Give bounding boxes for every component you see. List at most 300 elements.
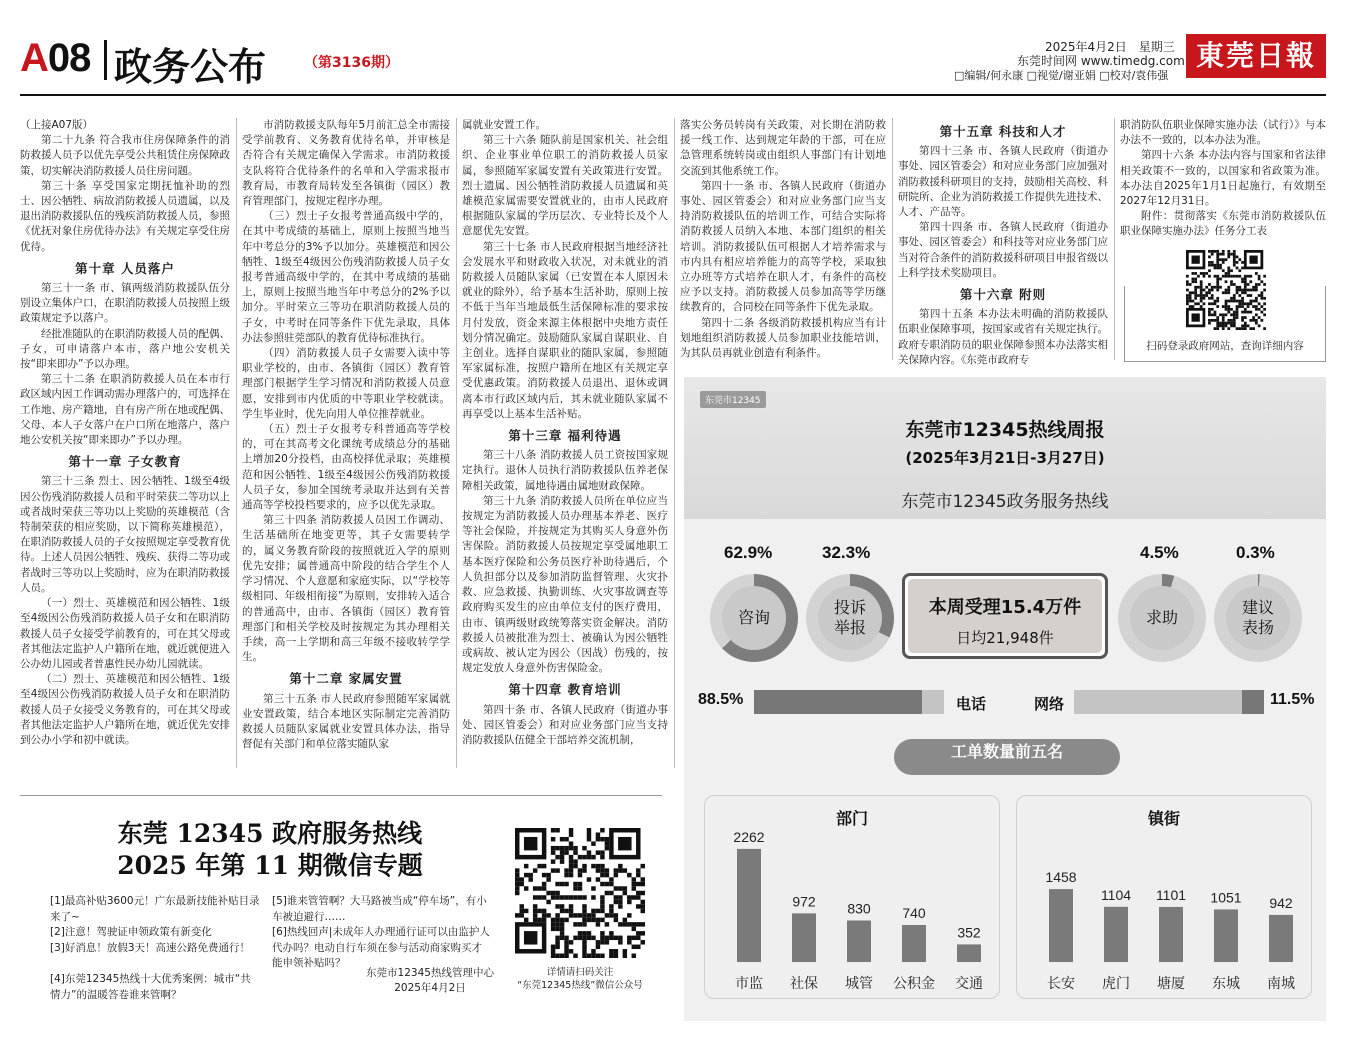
qr-module — [582, 864, 586, 868]
qr-module — [1233, 316, 1236, 319]
website[interactable]: 东莞时间网 www.timedg.com — [1017, 54, 1185, 68]
qr-module — [1208, 322, 1211, 325]
qr-module — [582, 868, 586, 872]
qr-module — [1260, 305, 1263, 308]
qr-module — [1227, 308, 1230, 311]
bar-东城 — [1214, 909, 1238, 962]
bar-公积金 — [902, 925, 926, 962]
qr-module — [1244, 302, 1247, 305]
qr-module — [641, 877, 645, 881]
qr-module — [551, 891, 555, 895]
qr-module — [1200, 300, 1203, 303]
qr-module — [551, 954, 555, 958]
qr-module — [1222, 327, 1225, 330]
qr-module — [519, 904, 523, 908]
qr-module — [578, 882, 582, 886]
qr-module — [569, 864, 573, 868]
qr-module — [546, 891, 550, 895]
qr-module — [1249, 300, 1252, 303]
bar-category-label: 交通 — [955, 976, 983, 992]
qr-module — [1219, 322, 1222, 325]
qr-module — [591, 949, 595, 953]
column-divider — [892, 118, 893, 360]
qr-module — [573, 850, 577, 854]
qr-module — [1249, 275, 1252, 278]
header-divider — [104, 40, 107, 80]
qr-module — [1255, 313, 1258, 316]
pct-consult: 62.9% — [724, 543, 773, 562]
qr-module — [627, 913, 631, 917]
qr-module — [596, 868, 600, 872]
qr-module — [569, 909, 573, 913]
qr-module — [1241, 280, 1244, 283]
qr-module — [578, 922, 582, 926]
qr-module — [1197, 286, 1200, 289]
qr-module — [533, 918, 537, 922]
qr-module — [591, 886, 595, 890]
article-paragraph: 市消防救援支队每年5月前汇总全市需接受学前教育、义务教育优待名单，并审核是否符合有关规定确保入学需求。市消防救援支队将符合优待条件的名单和入学需求报市教育局，市教育局转发至各镇街（园区）教育管理部门，按规定程序办理。 — [242, 119, 450, 208]
qr-module — [537, 918, 541, 922]
qr-module — [605, 841, 609, 845]
qr-module — [1233, 261, 1236, 264]
wechat-qr-code[interactable] — [515, 828, 645, 958]
qr-module — [542, 895, 546, 899]
qr-module — [524, 837, 537, 850]
qr-module — [560, 850, 564, 854]
qr-module — [623, 949, 627, 953]
chapter-heading: 第十五章 科技和人才 — [939, 124, 1067, 139]
qr-module — [609, 936, 613, 940]
qr-module — [1233, 322, 1236, 325]
qr-module — [1192, 278, 1195, 281]
qr-module — [632, 936, 636, 940]
bar-南城 — [1269, 915, 1293, 962]
dept-chart-title: 部门 — [835, 809, 868, 828]
qr-module — [542, 918, 546, 922]
qr-module — [587, 832, 591, 836]
article-paragraph: 第三十二条 在职消防救援人员在本市行政区域内因工作调动需办理落户的，可选择在工作地、房产籍地，自有房产所在地或配偶、父母、本人子女落户在户口所在地落户，落户地公安机关按“即来即办”予以办理。 — [20, 373, 230, 447]
qr-module — [591, 855, 595, 859]
qr-module — [641, 891, 645, 895]
qr-module — [560, 837, 564, 841]
qr-module — [578, 931, 582, 935]
wechat-item[interactable]: [6]热线回声|未成年人办理通行证可以由监护人代办吗？电动自行车须在参与活动商家购买才能申领补贴吗？ — [272, 926, 490, 969]
qr-module — [618, 837, 631, 850]
qr-module — [1258, 308, 1261, 311]
ring-help — [1118, 574, 1206, 662]
qr-module — [1208, 319, 1211, 322]
wechat-item[interactable]: [4]东莞12345热线十大优秀案例：城市“共情力”的温暖答卷谁来管啊？ — [50, 973, 251, 1001]
article-paragraph: （上接A07版） — [20, 119, 94, 131]
qr-module — [569, 940, 573, 944]
page-letter: A — [20, 36, 48, 80]
qr-module — [1244, 283, 1247, 286]
town-chart-title: 镇街 — [1147, 809, 1180, 828]
qr-module — [1230, 300, 1233, 303]
bar-category-label: 长安 — [1047, 976, 1075, 992]
qr-module — [1227, 327, 1230, 330]
article-paragraph: 属就业安置工作。 — [462, 119, 546, 131]
article-column-3 — [462, 118, 668, 768]
qr-module — [627, 900, 631, 904]
qr-module — [636, 904, 640, 908]
qr-module — [560, 904, 564, 908]
qr-module — [1214, 302, 1217, 305]
qr-module — [1249, 256, 1257, 264]
qr-module — [1260, 319, 1263, 322]
qr-module — [605, 873, 609, 877]
qr-module — [569, 904, 573, 908]
qr-module — [1233, 264, 1236, 267]
article-column-6 — [1120, 118, 1326, 248]
qr-module — [1227, 311, 1230, 314]
qr-module — [1238, 302, 1241, 305]
qr-module — [605, 891, 609, 895]
qr-module — [564, 909, 568, 913]
qr-module — [1258, 275, 1261, 278]
qr-module — [1225, 291, 1228, 294]
qr-module — [582, 922, 586, 926]
qr-module — [1260, 294, 1263, 297]
qr-module — [560, 895, 564, 899]
qr-module — [519, 877, 523, 881]
qr-module — [614, 895, 618, 899]
qr-module — [1219, 278, 1222, 281]
chapter-heading: 第十一章 子女教育 — [68, 454, 182, 470]
top5-title: 工单数量前五名 — [894, 739, 1120, 775]
qr-module — [524, 873, 528, 877]
qr-module — [546, 877, 550, 881]
qr-module — [1263, 313, 1266, 316]
qr-module — [515, 868, 519, 872]
qr-module — [1227, 267, 1230, 270]
qr-module — [1263, 302, 1266, 305]
qr-module — [1200, 280, 1203, 283]
hotline-logo: 东莞市12345 — [700, 391, 766, 408]
qr-module — [515, 913, 519, 917]
qr-module — [1263, 327, 1266, 330]
qr-module — [1186, 275, 1189, 278]
qr-module — [1255, 297, 1258, 300]
qr-module — [1238, 258, 1241, 261]
qr-module — [560, 909, 564, 913]
qr-module — [1244, 324, 1247, 327]
qr-module — [1233, 313, 1236, 316]
qr-module — [569, 913, 573, 917]
qr-module — [1200, 283, 1203, 286]
chapter-heading: 第十三章 福利待遇 — [508, 428, 622, 444]
qr-module — [1222, 275, 1225, 278]
qr-module — [632, 886, 636, 890]
article-paragraph: 第四十三条 市、各镇人民政府（街道办事处、园区管委会）和对应业务部门应加强对消防救援科研项目的支持，鼓励相关高校、科研院所、企业为消防救援工作提供先进技术、人才、产品等。 — [898, 145, 1108, 219]
qr-module — [569, 846, 573, 850]
qr-module — [1241, 316, 1244, 319]
ring-suggest — [1214, 574, 1302, 662]
qr-module — [578, 895, 582, 899]
article-paragraph: 第四十二条 各级消防救援机构应当有计划地组织消防救援人员参加职业技能培训，为其队员再就业创造有利条件。 — [680, 316, 886, 360]
qr-module — [1211, 297, 1214, 300]
report-title: 东莞市12345热线周报 — [905, 419, 1105, 441]
ring-label: 咨询 — [722, 586, 786, 650]
qr-module — [636, 895, 640, 899]
qr-module — [1214, 311, 1217, 314]
qr-module — [1230, 313, 1233, 316]
article-paragraph: 第三十四条 消防救援人员因工作调动、生活基础所在地变更等，其子女需要转学的，属义务教育阶段的按照就近入学的原则优先安排；属普通高中阶段的结合学生个人学习情况、个人意愿和家庭实际，以“学校等级相同、年级相衔接”为原则，安排转入适合的普通高中，由市、各镇街（园区）教育管理部门和相关学校及时按规定为其办理相关手续，高一上学期和高三年级不接收转学学生。 — [242, 514, 450, 664]
qr-module — [1227, 289, 1230, 292]
qr-module — [596, 877, 600, 881]
qr-module — [1211, 289, 1214, 292]
qr-module — [1214, 313, 1217, 316]
qr-module — [587, 877, 591, 881]
qr-module — [618, 904, 622, 908]
qr-module — [1225, 308, 1228, 311]
qr-module — [1249, 280, 1252, 283]
qr-module — [1222, 324, 1225, 327]
qr-module — [1258, 283, 1261, 286]
qr-module — [609, 891, 613, 895]
qr-module — [1222, 258, 1225, 261]
bar-虎门 — [1104, 907, 1128, 962]
qr-module — [1255, 305, 1258, 308]
qr-module — [1244, 322, 1247, 325]
ring-consult — [710, 574, 798, 662]
qr-module — [1263, 308, 1266, 311]
qr-module — [1227, 322, 1230, 325]
qr-module — [560, 931, 564, 935]
qr-module — [1241, 278, 1244, 281]
qr-module — [1252, 286, 1255, 289]
wechat-item[interactable]: [3]好消息！放假3天！高速公路免费通行！ — [50, 942, 251, 954]
qr-module — [1247, 302, 1250, 305]
qr-module — [1230, 308, 1233, 311]
qr-module — [600, 828, 604, 832]
qr-module — [569, 868, 573, 872]
article-paragraph: 第三十六条 随队前是国家机关、社会组织、企业事业单位职工的消防救援人员家属，参照随军家属安置有关政策进行安置。烈士遗属、因公牺牲消防救援人员遗属和英雄模范家属需要安置就业的，由市人民政府根据随队家属的学历层次、专业特长及个人意愿优先安置。 — [462, 134, 668, 238]
qr-module — [605, 913, 609, 917]
pct-help: 4.5% — [1140, 543, 1179, 562]
wechat-item[interactable]: [5]谁来管管啊？大马路被当成“停车场”，有小车被迫避行…… — [272, 895, 487, 923]
qr-module — [605, 940, 609, 944]
article-paragraph: 落实公务员转岗有关政策，对长期在消防救援一线工作、达到规定年龄的干部，可在应急管理系统转岗或由组织人事部门有计划地交流到其他系统工作。 — [680, 119, 886, 177]
qr-module — [573, 882, 577, 886]
qr-module — [587, 954, 591, 958]
qr-module — [1222, 253, 1225, 256]
qr-module — [1200, 294, 1203, 297]
qr-module — [560, 855, 564, 859]
qr-module — [1236, 286, 1239, 289]
article-paragraph: 第四十五条 本办法未明确的消防救援队伍职业保障事项，按国家或省有关规定执行。政府专职消防员的职业保障参照本办法落实相关保障内容。《东莞市政府专 — [898, 308, 1108, 366]
qr-module — [1255, 272, 1258, 275]
qr-module — [524, 931, 537, 944]
publish-date: 2025年4月2日 星期三 — [1045, 40, 1175, 54]
qr-module — [1205, 294, 1208, 297]
qr-module — [1200, 272, 1203, 275]
qr-module — [1194, 289, 1197, 292]
qr-module — [1255, 289, 1258, 292]
qr-module — [524, 918, 528, 922]
chapter-heading: 第十六章 附则 — [959, 287, 1047, 303]
bar-value-label: 740 — [902, 905, 926, 921]
article-paragraph: 附件：贯彻落实《东莞市消防救援队伍职业保障实施办法》任务分工表 — [1120, 210, 1326, 238]
qr-module — [1233, 311, 1236, 314]
qr-module — [1238, 275, 1241, 278]
article-paragraph: （五）烈士子女报考专科普通高等学校的，可在其高考文化课统考成绩总分的基础上增加20分投档，由高校择优录取；英雄模范和因公牺牲、1级至4级因公伤残消防救援人员子女，参加全国统考录取并达到有关普通高等学校投档要求的，应予以优先录取。 — [242, 423, 450, 512]
qr-module — [1241, 297, 1244, 300]
qr-module — [1186, 297, 1189, 300]
article-paragraph: 第三十条 享受国家定期抚恤补助的烈士、因公牺牲、病故消防救援人员遗属，以及退出消防救援队伍的残疾消防救援人员，参照《优抚对象住房优待办法》有关规定享受住房优待。 — [20, 179, 230, 253]
qr-module — [578, 868, 582, 872]
wechat-item[interactable]: [1]最高补贴3600元！广东最新技能补贴目录来了~ — [50, 895, 260, 923]
qr-module — [515, 891, 519, 895]
qr-module — [1208, 289, 1211, 292]
qr-module — [1233, 297, 1236, 300]
qr-module — [632, 877, 636, 881]
qr-module — [1227, 256, 1230, 259]
qr-module — [591, 864, 595, 868]
qr-module — [1219, 267, 1222, 270]
qr-module — [1208, 269, 1211, 272]
bar-城管 — [847, 921, 871, 963]
qr-module — [1216, 283, 1219, 286]
qr-module — [587, 850, 591, 854]
qr-module — [596, 850, 600, 854]
qr-module — [1225, 305, 1228, 308]
qr-module — [533, 868, 537, 872]
qr-module — [1205, 286, 1208, 289]
qr-module — [1216, 278, 1219, 281]
qr-module — [569, 859, 573, 863]
qr-module — [1233, 258, 1236, 261]
qr-module — [632, 945, 636, 949]
qr-module — [1244, 316, 1247, 319]
qr-module — [618, 864, 622, 868]
bar-category-label: 公积金 — [893, 976, 935, 992]
qr-module — [623, 886, 627, 890]
qr-module — [587, 918, 591, 922]
qr-module — [573, 864, 577, 868]
qr-module — [1222, 313, 1225, 316]
article-column-5 — [898, 118, 1108, 368]
qr-module — [564, 882, 568, 886]
article-paragraph: 第三十八条 消防救援人员工资按国家规定执行。退休人员执行消防救援队伍养老保障相关政策，属地待遇由属地财政保障。 — [462, 449, 668, 492]
qr-module — [1241, 327, 1244, 330]
qr-module — [1241, 300, 1244, 303]
qr-module — [578, 886, 582, 890]
qr-module — [537, 909, 541, 913]
qr-module — [627, 940, 631, 944]
bar-value-label: 972 — [792, 893, 816, 910]
qr-module — [609, 954, 613, 958]
qr-module — [1192, 272, 1195, 275]
qr-module — [1241, 267, 1244, 270]
qr-module — [524, 909, 528, 913]
ring-complaint — [806, 574, 894, 662]
qr-module — [1189, 283, 1192, 286]
qr-module — [551, 837, 555, 841]
ring-label: 求助 — [1130, 586, 1194, 650]
qr-module — [1208, 311, 1211, 314]
qr-module — [519, 909, 523, 913]
qr-module — [1236, 275, 1239, 278]
qr-module — [569, 832, 573, 836]
qr-module — [614, 886, 618, 890]
bar-value-label: 942 — [1269, 894, 1293, 911]
gov-site-qr-code[interactable] — [1186, 250, 1266, 330]
qr-module — [1236, 289, 1239, 292]
qr-module — [1244, 275, 1247, 278]
qr-module — [1214, 300, 1217, 303]
weekly-total-box — [902, 573, 1108, 659]
qr-module — [1216, 300, 1219, 303]
qr-module — [1260, 311, 1263, 314]
qr-module — [1197, 275, 1200, 278]
qr-module — [1230, 319, 1233, 322]
qr-module — [627, 895, 631, 899]
report-period: (2025年3月21日-3月27日) — [905, 449, 1105, 467]
bar-category-label: 东城 — [1212, 976, 1240, 992]
qr-module — [1247, 294, 1250, 297]
qr-module — [605, 882, 609, 886]
qr-module — [596, 922, 600, 926]
article-paragraph: 第四十六条 本办法内容与国家和省法律相关政策不一致的，以国家和省政策为准。本办法自2025年1月1日起施行，有效期至2027年12月31日。 — [1120, 149, 1326, 208]
qr-module — [1216, 286, 1219, 289]
bar-value-label: 1458 — [1045, 869, 1077, 886]
article-paragraph: 第四十四条 市、各镇人民政府（街道办事处、园区管委会）和科技等对应业务部门应当对符合条件的消防救援科研项目申报省级以上科学技术奖励项目。 — [898, 221, 1108, 279]
wechat-item[interactable]: [2]注意！驾驶证申领政策有新变化 — [50, 926, 212, 938]
qr-module — [1200, 286, 1203, 289]
qr-module — [1222, 291, 1225, 294]
qr-module — [582, 954, 586, 958]
qr-module — [591, 936, 595, 940]
article-paragraph: 第三十五条 市人民政府参照随军家属就业安置政策，结合本地区实际制定完善消防救援人员随队家属就业安置具体办法，指导督促有关部门和单位落实随队家 — [242, 692, 450, 751]
qr-module — [555, 891, 559, 895]
qr-module — [555, 940, 559, 944]
qr-module — [560, 882, 564, 886]
qr-module — [1186, 289, 1189, 292]
qr-module — [1255, 322, 1258, 325]
article-paragraph: 经批准随队的在职消防救援人员的配偶、子女，可申请落户本市，落户地公安机关按“即来即办”予以办理。 — [20, 327, 230, 371]
qr-module — [618, 940, 622, 944]
qr-module — [1208, 275, 1211, 278]
qr-module — [600, 895, 604, 899]
pct-suggest: 0.3% — [1236, 543, 1275, 562]
qr-module — [1219, 253, 1222, 256]
web-label: 网络 — [1034, 695, 1065, 713]
qr-module — [546, 900, 550, 904]
qr-module — [1214, 264, 1217, 267]
qr-module — [1194, 302, 1197, 305]
qr-module — [564, 850, 568, 854]
masthead — [20, 28, 1330, 90]
qr-module — [587, 855, 591, 859]
qr-module — [1192, 300, 1195, 303]
qr-module — [1214, 286, 1217, 289]
qr-module — [1238, 294, 1241, 297]
qr-module — [569, 841, 573, 845]
qr-module — [555, 855, 559, 859]
qr-module — [1211, 319, 1214, 322]
qr-module — [578, 873, 582, 877]
qr-module — [636, 931, 640, 935]
bar-category-label: 市监 — [735, 976, 763, 992]
qr-module — [1216, 267, 1219, 270]
qr-module — [515, 882, 519, 886]
qr-module — [1227, 291, 1230, 294]
qr-module — [546, 873, 550, 877]
qr-module — [1211, 253, 1214, 256]
qr-module — [609, 909, 613, 913]
qr-module — [614, 900, 618, 904]
